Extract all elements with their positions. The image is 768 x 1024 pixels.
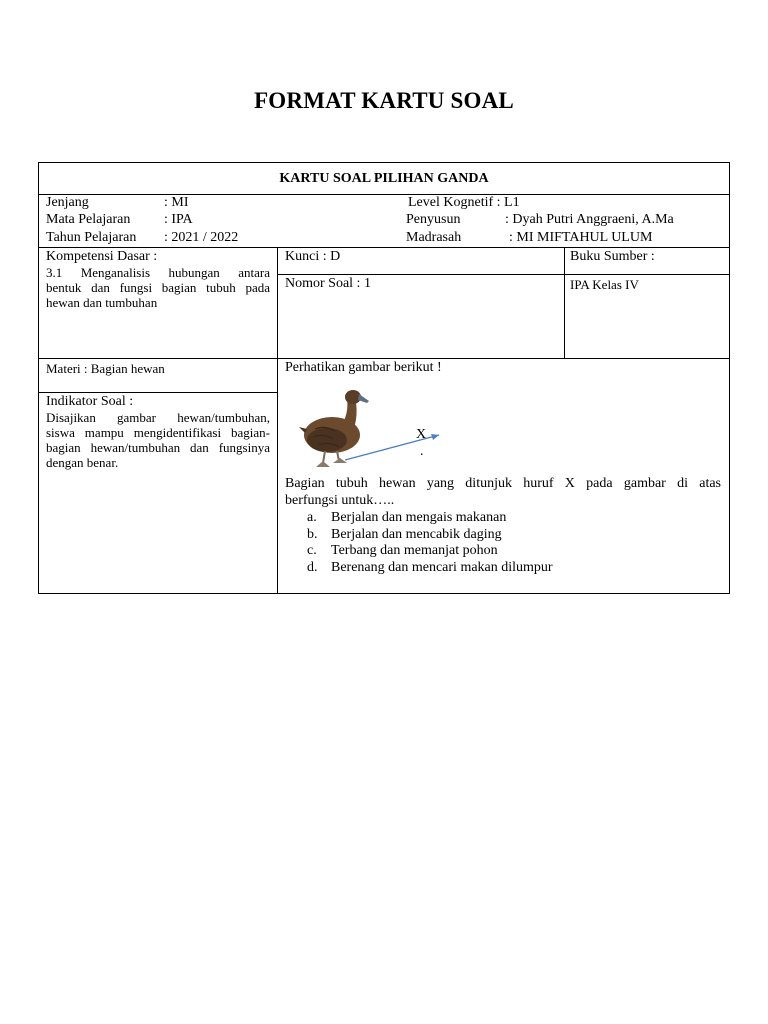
tahun-label: Tahun Pelajaran [46, 230, 137, 245]
mapel-value: : IPA [164, 212, 193, 227]
option-c [307, 543, 498, 559]
mapel-label: Mata Pelajaran [46, 212, 131, 227]
option-b [307, 527, 502, 543]
penyusun-value: : Dyah Putri Anggraeni, A.Ma [505, 212, 674, 227]
nomor-soal: Nomor Soal : 1 [285, 276, 371, 291]
option-letter: c. [307, 543, 317, 558]
divider [39, 358, 729, 359]
duck-foot [333, 458, 347, 463]
kunci-jawaban: Kunci : D [285, 249, 341, 264]
divider [277, 274, 729, 275]
buku-sumber-label: Buku Sumber : [570, 249, 655, 264]
indikator-line: Disajikan gambar hewan/tumbuhan, [46, 410, 270, 425]
option-letter: a. [307, 510, 317, 525]
kompetensi-line: bentuk dan fungsi bagian tubuh pada [46, 280, 270, 295]
penyusun-label: Penyusun [406, 212, 461, 227]
divider [39, 247, 729, 248]
question-prompt: Perhatikan gambar berikut ! [285, 360, 442, 375]
marker-dot: . [420, 444, 424, 459]
option-text: Terbang dan memanjat pohon [331, 543, 498, 558]
jenjang-label: Jenjang [46, 195, 89, 210]
kompetensi-line: 3.1 Menganalisis hubungan antara [46, 265, 270, 280]
divider [39, 194, 729, 195]
divider [564, 247, 565, 358]
page-title: FORMAT KARTU SOAL [254, 88, 514, 113]
kompetensi-label: Kompetensi Dasar : [46, 249, 158, 264]
level-kognetif: Level Kognetif : L1 [408, 195, 520, 210]
tahun-value: : 2021 / 2022 [164, 230, 239, 245]
card-heading: KARTU SOAL PILIHAN GANDA [279, 171, 489, 186]
duck-beak [358, 394, 369, 403]
option-d [307, 560, 553, 576]
indikator-line: siswa mampu mengidentifikasi bagian- [46, 425, 270, 440]
jenjang-value: : MI [164, 195, 189, 210]
divider [39, 392, 277, 393]
madrasah-value: : MI MIFTAHUL ULUM [509, 230, 653, 245]
question-text: Bagian tubuh hewan yang ditunjuk huruf X pada gambar di atas [285, 476, 721, 491]
option-text: Berenang dan mencari makan dilumpur [331, 560, 553, 575]
indikator-label: Indikator Soal : [46, 394, 134, 409]
option-letter: d. [307, 560, 318, 575]
materi: Materi : Bagian hewan [46, 361, 165, 376]
kompetensi-line: hewan dan tumbuhan [46, 295, 158, 310]
madrasah-label: Madrasah [406, 230, 462, 245]
option-a [307, 510, 506, 526]
option-letter: b. [307, 527, 318, 542]
option-text: Berjalan dan mengais makanan [331, 510, 507, 525]
option-text: Berjalan dan mencabik daging [331, 527, 502, 542]
question-card [38, 162, 730, 594]
buku-sumber-value: IPA Kelas IV [570, 277, 639, 292]
question-text: berfungsi untuk….. [285, 493, 395, 508]
indikator-line: bagian hewan/tumbuhan dan fungsinya [46, 440, 270, 455]
indikator-line: dengan benar. [46, 455, 119, 470]
duck-foot [316, 461, 330, 467]
divider [277, 247, 278, 593]
marker-x: X [416, 427, 427, 442]
